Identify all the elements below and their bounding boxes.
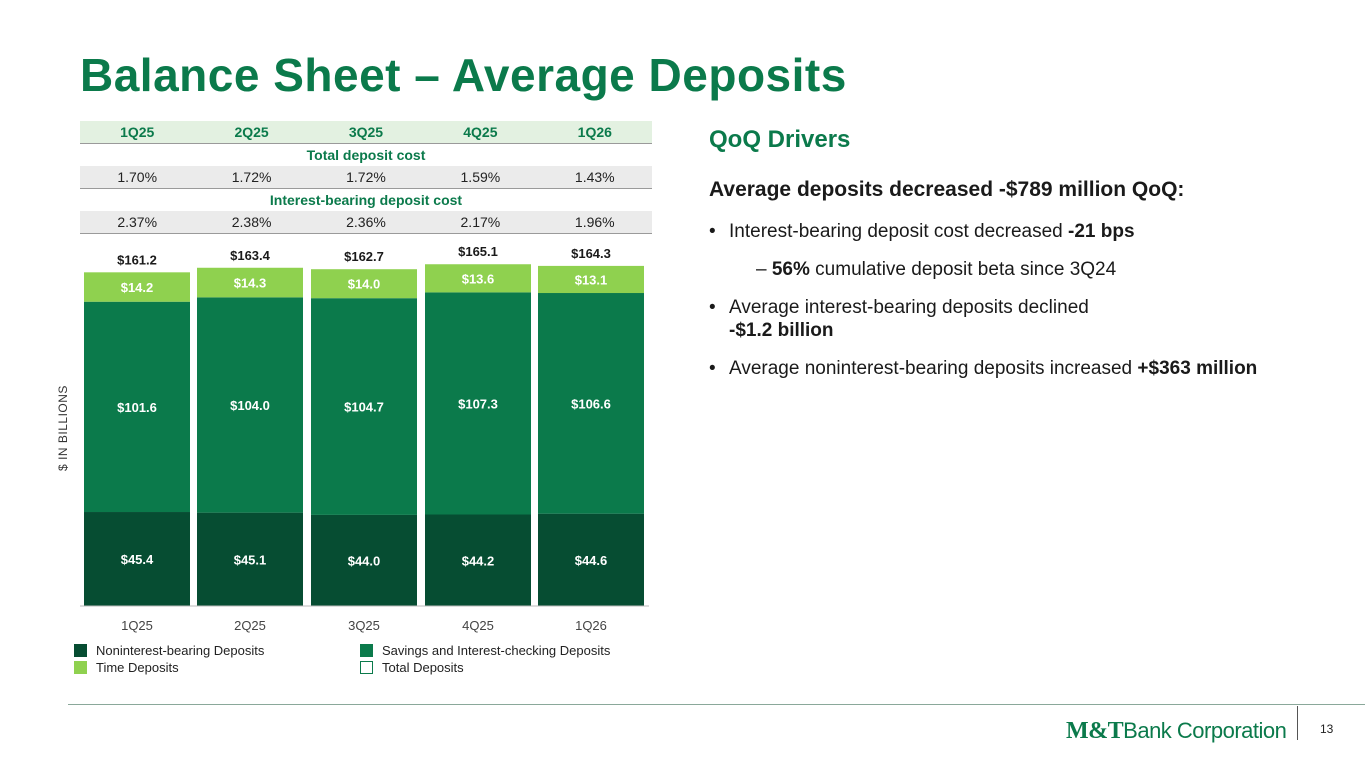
legend-swatch-noninterest	[74, 644, 87, 657]
legend-label: Total Deposits	[382, 660, 464, 675]
footer-divider	[68, 704, 1365, 705]
ib-cost-value: 2.38%	[194, 211, 308, 234]
ib-cost-value: 2.36%	[309, 211, 423, 234]
x-tick-label: 3Q25	[348, 618, 380, 633]
bar-value-label: $106.6	[571, 396, 611, 412]
legend-item-time	[74, 660, 179, 675]
qoq-drivers-panel	[709, 126, 1309, 395]
legend-swatch-savings	[360, 644, 373, 657]
bullet-bold: -21 bps	[1068, 221, 1135, 242]
legend-label: Noninterest-bearing Deposits	[96, 643, 265, 658]
bar-value-label: $14.2	[120, 280, 154, 296]
legend-item-total	[360, 660, 464, 675]
legend-swatch-total	[360, 661, 373, 674]
sub-bullet-deposit-beta	[709, 258, 1309, 281]
legend-item-noninterest	[74, 643, 264, 658]
ib-cost-value: 2.17%	[423, 211, 537, 234]
total-value-label: $162.7	[344, 249, 384, 265]
logo-mt: M&T	[1066, 718, 1124, 744]
legend-label: Time Deposits	[96, 660, 179, 675]
drivers-title: QoQ Drivers	[709, 126, 851, 153]
bar-value-label: $13.6	[461, 271, 495, 287]
x-tick-label: 1Q25	[121, 618, 153, 633]
total-value-label: $164.3	[571, 245, 611, 261]
company-logo	[1066, 718, 1286, 745]
bar-value-label: $104.7	[344, 399, 384, 415]
x-tick-label: 4Q25	[462, 618, 494, 633]
quarter-header: 3Q25	[309, 121, 423, 144]
bar-value-label: $107.3	[458, 396, 498, 412]
bullet-dot: •	[709, 297, 716, 318]
bullet-text: Interest-bearing deposit cost decreased	[729, 221, 1069, 242]
page-title: Balance Sheet – Average Deposits	[80, 49, 847, 101]
bar-value-label: $14.3	[233, 275, 267, 291]
drivers-headline: Average deposits decreased -$789 million QoQ:	[709, 178, 1185, 201]
deposits-chart	[0, 0, 680, 640]
bullet-ib-deposits	[709, 296, 1309, 342]
bullet-deposit-cost	[709, 220, 1309, 243]
ib-cost-value: 2.37%	[80, 211, 194, 234]
bullet-nib-deposits	[709, 357, 1309, 380]
total-cost-value: 1.59%	[423, 166, 537, 189]
bullet-bold: +$363 million	[1137, 358, 1258, 379]
ib-cost-value: 1.96%	[538, 211, 652, 234]
total-cost-label: Total deposit cost	[306, 147, 426, 163]
x-tick-label: 1Q26	[575, 618, 607, 633]
bar-value-label: $44.6	[574, 552, 608, 568]
legend-swatch-time	[74, 661, 87, 674]
quarter-header: 1Q26	[538, 121, 652, 144]
bar-value-label: $101.6	[117, 399, 157, 415]
bullet-dot: •	[709, 358, 716, 379]
sub-dash: –	[756, 259, 767, 280]
total-cost-value: 1.43%	[538, 166, 652, 189]
bar-value-label: $44.2	[461, 553, 495, 569]
total-cost-value: 1.72%	[194, 166, 308, 189]
bar-value-label: $104.0	[230, 398, 270, 414]
quarter-header: 1Q25	[80, 121, 194, 144]
total-value-label: $165.1	[458, 244, 498, 260]
total-value-label: $161.2	[117, 252, 157, 268]
bar-value-label: $44.0	[347, 553, 381, 569]
bullet-dot: •	[709, 221, 716, 242]
total-cost-value: 1.72%	[309, 166, 423, 189]
bullet-text: Average noninterest-bearing deposits increased	[729, 358, 1138, 379]
legend-item-savings	[360, 643, 610, 658]
logo-divider	[1297, 706, 1298, 740]
total-value-label: $163.4	[230, 247, 270, 263]
sub-bold: 56%	[771, 259, 810, 280]
legend-label: Savings and Interest-checking Deposits	[382, 643, 611, 658]
quarter-header: 2Q25	[194, 121, 308, 144]
quarter-header: 4Q25	[423, 121, 537, 144]
sub-text: cumulative deposit beta since 3Q24	[809, 259, 1117, 280]
bar-value-label: $13.1	[574, 272, 608, 288]
total-cost-value: 1.70%	[80, 166, 194, 189]
bar-value-label: $45.1	[233, 552, 267, 568]
bullet-bold: -$1.2 billion	[729, 320, 834, 341]
y-axis-label: $ IN BILLIONS	[56, 385, 71, 471]
chart-legend	[80, 643, 680, 679]
x-tick-label: 2Q25	[234, 618, 266, 633]
page-number: 13	[1320, 722, 1334, 736]
ib-cost-label: Interest-bearing deposit cost	[269, 192, 463, 208]
bar-value-label: $45.4	[120, 552, 154, 568]
bar-value-label: $14.0	[347, 276, 381, 292]
logo-text: Bank Corporation	[1123, 718, 1287, 743]
bullet-text: Average interest-bearing deposits declined	[729, 297, 1089, 318]
